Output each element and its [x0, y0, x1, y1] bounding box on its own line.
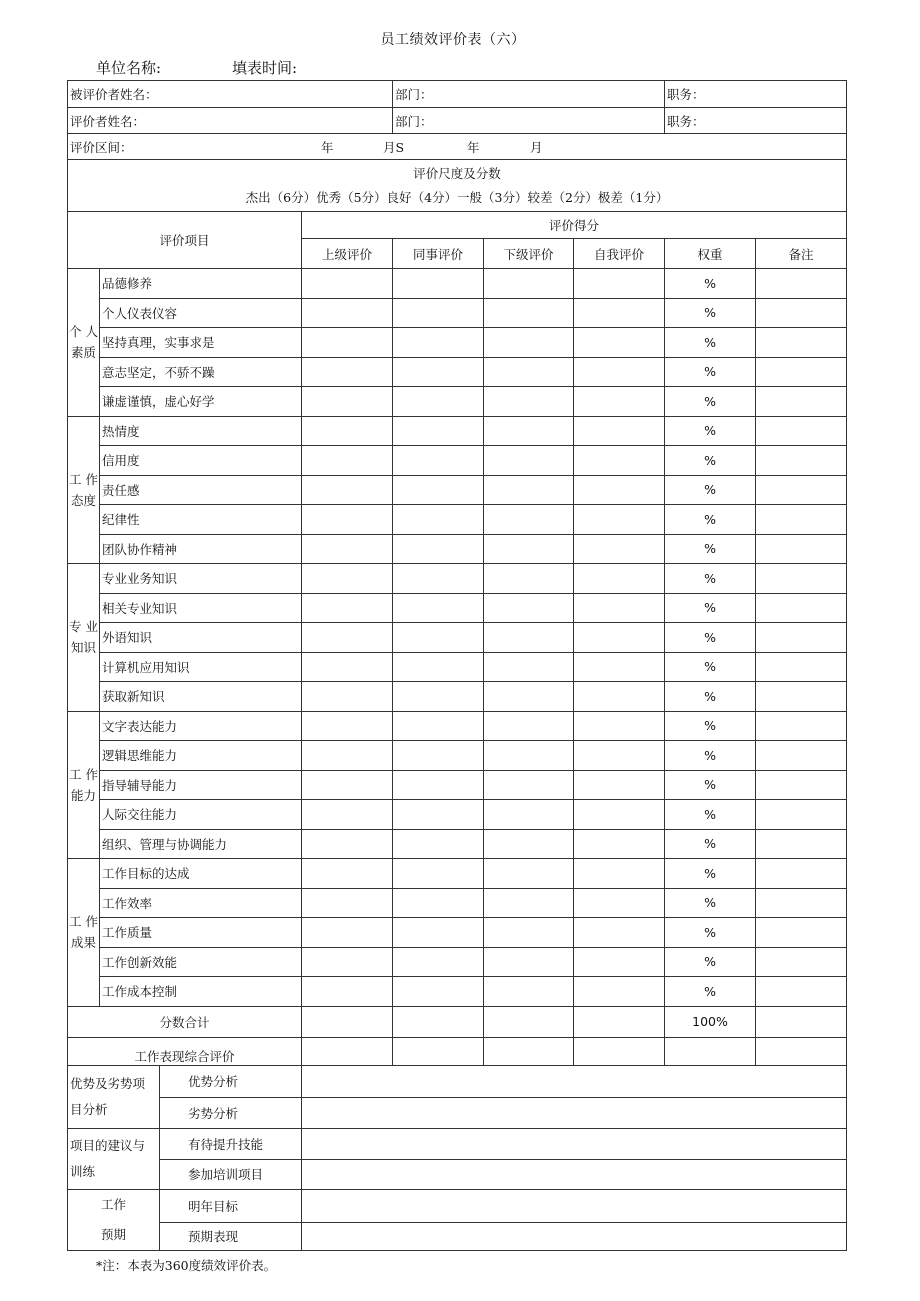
peer-score-cell[interactable] [393, 859, 484, 889]
category-label-line2: 成果 [70, 935, 96, 951]
peer-score-cell[interactable] [393, 475, 484, 505]
header-weight: 权重 [665, 239, 756, 269]
peer-score-cell[interactable] [393, 269, 484, 299]
self-score-cell[interactable] [574, 918, 665, 948]
peer-score-cell[interactable] [393, 918, 484, 948]
superior-score-cell[interactable] [302, 652, 393, 682]
peer-score-cell[interactable] [393, 416, 484, 446]
superior-score-cell[interactable] [302, 505, 393, 535]
overall-superior-cell[interactable] [302, 1037, 393, 1065]
subordinate-score-cell[interactable] [484, 800, 574, 830]
remark-cell[interactable] [756, 741, 847, 771]
remark-cell[interactable] [756, 298, 847, 328]
remark-cell[interactable] [756, 446, 847, 476]
superior-score-cell[interactable] [302, 564, 393, 594]
evaluation-item-label: 计算机应用知识 [100, 652, 302, 682]
evaluation-item-row [68, 475, 847, 505]
self-score-cell[interactable] [574, 652, 665, 682]
weight-cell[interactable]: % [665, 446, 756, 476]
evaluation-item-row [68, 800, 847, 830]
self-score-cell[interactable] [574, 387, 665, 417]
evaluation-item-row [68, 947, 847, 977]
weight-cell[interactable]: % [665, 593, 756, 623]
superior-score-cell[interactable] [302, 387, 393, 417]
remark-cell[interactable] [756, 947, 847, 977]
peer-score-cell[interactable] [393, 623, 484, 653]
evaluation-item-row [68, 534, 847, 564]
subordinate-score-cell[interactable] [484, 416, 574, 446]
remark-cell[interactable] [756, 475, 847, 505]
weight-cell[interactable]: % [665, 357, 756, 387]
category-label [68, 416, 100, 564]
period-month-start: 月S [383, 139, 405, 155]
peer-score-cell[interactable] [393, 534, 484, 564]
training-label-line1: 项目的建议与 [70, 1137, 146, 1153]
strength-weakness-label-line1: 优势及劣势项 [70, 1075, 146, 1091]
weight-cell[interactable]: % [665, 888, 756, 918]
skills-to-improve-field[interactable] [302, 1128, 847, 1159]
peer-score-cell[interactable] [393, 564, 484, 594]
period-row [68, 134, 847, 160]
subordinate-score-cell[interactable] [484, 505, 574, 535]
evaluation-item-label: 团队协作精神 [100, 534, 302, 564]
evaluation-item-label: 品德修养 [100, 269, 302, 299]
evaluation-form [67, 80, 847, 1251]
overall-row [68, 1037, 847, 1065]
superior-score-cell[interactable] [302, 475, 393, 505]
header-score: 评价得分 [302, 212, 847, 239]
weight-cell[interactable]: % [665, 623, 756, 653]
self-score-cell[interactable] [574, 947, 665, 977]
period-year-end: 年 [467, 139, 480, 155]
superior-score-cell[interactable] [302, 357, 393, 387]
training-projects-field[interactable] [302, 1159, 847, 1189]
superior-score-cell[interactable] [302, 711, 393, 741]
self-score-cell[interactable] [574, 534, 665, 564]
total-weight: 100% [665, 1006, 756, 1037]
superior-score-cell[interactable] [302, 918, 393, 948]
subordinate-score-cell[interactable] [484, 918, 574, 948]
evaluation-item-row [68, 888, 847, 918]
evaluator-name-field[interactable]: 评价者姓名： [68, 108, 393, 134]
header-self: 自我评价 [574, 239, 665, 269]
weight-cell[interactable]: % [665, 534, 756, 564]
evaluation-item-row [68, 505, 847, 535]
category-label [68, 269, 100, 417]
weight-cell[interactable]: % [665, 298, 756, 328]
footnote: *注：本表为360度绩效评价表。 [96, 1258, 277, 1273]
expected-performance-row [68, 1223, 847, 1250]
subordinate-score-cell[interactable] [484, 475, 574, 505]
superior-score-cell[interactable] [302, 977, 393, 1007]
evaluation-item-label: 谦虚谨慎，虚心好学 [100, 387, 302, 417]
overall-weight-cell[interactable] [665, 1037, 756, 1065]
evaluation-item-label: 工作质量 [100, 918, 302, 948]
subordinate-score-cell[interactable] [484, 977, 574, 1007]
weight-cell[interactable]: % [665, 918, 756, 948]
subordinate-score-cell[interactable] [484, 770, 574, 800]
training-row [68, 1159, 847, 1189]
strength-weakness-label-line2: 目分析 [70, 1101, 108, 1117]
overall-peer-cell[interactable] [393, 1037, 484, 1065]
evaluation-item-row [68, 918, 847, 948]
rating-scale [68, 160, 847, 212]
evaluation-item-row [68, 829, 847, 859]
total-row [68, 1006, 847, 1037]
self-score-cell[interactable] [574, 328, 665, 358]
rating-scale-levels: 杰出（6分）优秀（5分）良好（4分）一般（3分）较差（2分）极差（1分） [245, 189, 669, 205]
period-label: 评价区间： [70, 139, 133, 155]
overall-remark-cell[interactable] [756, 1037, 847, 1065]
weight-cell[interactable]: % [665, 977, 756, 1007]
total-self-cell[interactable] [574, 1006, 665, 1037]
evaluatee-name-field[interactable]: 被评价者姓名： [68, 81, 393, 108]
subordinate-score-cell[interactable] [484, 357, 574, 387]
evaluation-item-row [68, 446, 847, 476]
evaluator-dept-field[interactable]: 部门： [393, 108, 665, 134]
evaluation-item-label: 工作效率 [100, 888, 302, 918]
weight-cell[interactable]: % [665, 947, 756, 977]
evaluator-row [68, 108, 847, 134]
category-label-line1: 个 人 [69, 324, 98, 340]
subordinate-score-cell[interactable] [484, 269, 574, 299]
self-score-cell[interactable] [574, 475, 665, 505]
category-label [68, 859, 100, 1007]
evaluation-item-row [68, 416, 847, 446]
expected-performance-field[interactable] [302, 1223, 847, 1250]
weakness-analysis-field[interactable] [302, 1097, 847, 1128]
evaluation-item-label: 指导辅导能力 [100, 770, 302, 800]
evaluation-item-row [68, 593, 847, 623]
peer-score-cell[interactable] [393, 652, 484, 682]
evaluation-item-row [68, 770, 847, 800]
evaluation-item-label: 纪律性 [100, 505, 302, 535]
page-title: 员工绩效评价表（六） [380, 32, 526, 48]
remark-cell[interactable] [756, 711, 847, 741]
weight-cell[interactable]: % [665, 770, 756, 800]
weakness-row [68, 1097, 847, 1128]
evaluatee-post-field[interactable]: 职务： [665, 81, 847, 108]
weight-cell[interactable]: % [665, 652, 756, 682]
header-superior: 上级评价 [302, 239, 393, 269]
evaluation-item-label: 相关专业知识 [100, 593, 302, 623]
remark-cell[interactable] [756, 505, 847, 535]
evaluation-item-label: 工作成本控制 [100, 977, 302, 1007]
superior-score-cell[interactable] [302, 623, 393, 653]
category-label-line1: 工 作 [69, 766, 98, 782]
header-remark: 备注 [756, 239, 847, 269]
weight-cell[interactable]: % [665, 800, 756, 830]
total-label: 分数合计 [68, 1006, 302, 1037]
subordinate-score-cell[interactable] [484, 387, 574, 417]
subordinate-score-cell[interactable] [484, 711, 574, 741]
evaluation-item-label: 个人仪表仪容 [100, 298, 302, 328]
remark-cell[interactable] [756, 918, 847, 948]
remark-cell[interactable] [756, 387, 847, 417]
weight-cell[interactable]: % [665, 505, 756, 535]
evaluation-item-label: 组织、管理与协调能力 [100, 829, 302, 859]
expectation-label-line1: 工作 [100, 1196, 126, 1212]
superior-score-cell[interactable] [302, 888, 393, 918]
evaluation-item-label: 专业业务知识 [100, 564, 302, 594]
self-score-cell[interactable] [574, 682, 665, 712]
self-score-cell[interactable] [574, 505, 665, 535]
evaluation-item-row [68, 387, 847, 417]
subordinate-score-cell[interactable] [484, 829, 574, 859]
subordinate-score-cell[interactable] [484, 652, 574, 682]
superior-score-cell[interactable] [302, 416, 393, 446]
total-subordinate-cell[interactable] [484, 1006, 574, 1037]
expected-performance-label: 预期表现 [160, 1223, 302, 1250]
remark-cell[interactable] [756, 564, 847, 594]
remark-cell[interactable] [756, 652, 847, 682]
self-score-cell[interactable] [574, 357, 665, 387]
self-score-cell[interactable] [574, 269, 665, 299]
subordinate-score-cell[interactable] [484, 623, 574, 653]
weakness-analysis-label: 劣势分析 [160, 1097, 302, 1128]
category-label [68, 564, 100, 712]
evaluation-item-label: 工作创新效能 [100, 947, 302, 977]
total-superior-cell[interactable] [302, 1006, 393, 1037]
weight-cell[interactable]: % [665, 416, 756, 446]
category-label-line2: 素质 [70, 345, 96, 361]
superior-score-cell[interactable] [302, 859, 393, 889]
self-score-cell[interactable] [574, 298, 665, 328]
superior-score-cell[interactable] [302, 770, 393, 800]
self-score-cell[interactable] [574, 711, 665, 741]
subordinate-score-cell[interactable] [484, 328, 574, 358]
evaluation-item-row [68, 711, 847, 741]
category-label-line2: 能力 [70, 787, 96, 803]
self-score-cell[interactable] [574, 593, 665, 623]
peer-score-cell[interactable] [393, 711, 484, 741]
evaluation-item-row [68, 859, 847, 889]
peer-score-cell[interactable] [393, 593, 484, 623]
next-year-goal-label: 明年目标 [160, 1189, 302, 1223]
expectation-label-line2: 预期 [100, 1226, 126, 1242]
peer-score-cell[interactable] [393, 328, 484, 358]
subordinate-score-cell[interactable] [484, 947, 574, 977]
header-row-1 [68, 212, 847, 239]
evaluation-item-row [68, 564, 847, 594]
evaluation-item-label: 工作目标的达成 [100, 859, 302, 889]
evaluatee-row [68, 81, 847, 108]
subordinate-score-cell[interactable] [484, 534, 574, 564]
subordinate-score-cell[interactable] [484, 298, 574, 328]
self-score-cell[interactable] [574, 416, 665, 446]
peer-score-cell[interactable] [393, 800, 484, 830]
self-score-cell[interactable] [574, 623, 665, 653]
evaluation-item-label: 文字表达能力 [100, 711, 302, 741]
evaluation-item-row [68, 357, 847, 387]
overall-label: 工作表现综合评价 [68, 1037, 302, 1065]
superior-score-cell[interactable] [302, 947, 393, 977]
evaluation-item-label: 人际交往能力 [100, 800, 302, 830]
peer-score-cell[interactable] [393, 977, 484, 1007]
training-label-line2: 训练 [70, 1163, 96, 1179]
overall-self-cell[interactable] [574, 1037, 665, 1065]
header-peer: 同事评价 [393, 239, 484, 269]
strength-analysis-field[interactable] [302, 1065, 847, 1097]
strength-analysis-label: 优势分析 [160, 1065, 302, 1097]
peer-score-cell[interactable] [393, 298, 484, 328]
remark-cell[interactable] [756, 770, 847, 800]
category-label-line1: 工 作 [69, 914, 98, 930]
header-subordinate: 下级评价 [484, 239, 574, 269]
strength-weakness-label [68, 1065, 160, 1128]
self-score-cell[interactable] [574, 770, 665, 800]
next-year-goal-field[interactable] [302, 1189, 847, 1223]
evaluation-item-row [68, 741, 847, 771]
peer-score-cell[interactable] [393, 829, 484, 859]
evaluation-item-label: 获取新知识 [100, 682, 302, 712]
remark-cell[interactable] [756, 534, 847, 564]
evaluation-item-row [68, 298, 847, 328]
subordinate-score-cell[interactable] [484, 741, 574, 771]
evaluation-period-field[interactable] [68, 134, 847, 160]
superior-score-cell[interactable] [302, 298, 393, 328]
weight-cell[interactable]: % [665, 711, 756, 741]
weight-cell[interactable]: % [665, 829, 756, 859]
superior-score-cell[interactable] [302, 800, 393, 830]
peer-score-cell[interactable] [393, 387, 484, 417]
subordinate-score-cell[interactable] [484, 682, 574, 712]
remark-cell[interactable] [756, 859, 847, 889]
peer-score-cell[interactable] [393, 505, 484, 535]
weight-cell[interactable]: % [665, 269, 756, 299]
evaluation-item-label: 信用度 [100, 446, 302, 476]
remark-cell[interactable] [756, 888, 847, 918]
superior-score-cell[interactable] [302, 741, 393, 771]
superior-score-cell[interactable] [302, 682, 393, 712]
scale-row [68, 160, 847, 212]
skills-to-improve-label: 有待提升技能 [160, 1128, 302, 1159]
evaluation-item-label: 逻辑思维能力 [100, 741, 302, 771]
category-label [68, 711, 100, 859]
peer-score-cell[interactable] [393, 770, 484, 800]
header-item: 评价项目 [68, 212, 302, 269]
remark-cell[interactable] [756, 682, 847, 712]
self-score-cell[interactable] [574, 888, 665, 918]
subordinate-score-cell[interactable] [484, 446, 574, 476]
self-score-cell[interactable] [574, 800, 665, 830]
category-label-line1: 专 业 [69, 619, 98, 635]
self-score-cell[interactable] [574, 446, 665, 476]
weight-cell[interactable]: % [665, 328, 756, 358]
superior-score-cell[interactable] [302, 446, 393, 476]
evaluation-item-row [68, 623, 847, 653]
self-score-cell[interactable] [574, 564, 665, 594]
self-score-cell[interactable] [574, 829, 665, 859]
category-label-line2: 知识 [70, 640, 96, 656]
evaluation-item-row [68, 682, 847, 712]
remark-cell[interactable] [756, 328, 847, 358]
total-peer-cell[interactable] [393, 1006, 484, 1037]
peer-score-cell[interactable] [393, 947, 484, 977]
peer-score-cell[interactable] [393, 446, 484, 476]
weight-cell[interactable]: % [665, 387, 756, 417]
evaluation-item-label: 坚持真理，实事求是 [100, 328, 302, 358]
expectation-label [68, 1189, 160, 1250]
superior-score-cell[interactable] [302, 829, 393, 859]
evaluation-item-row [68, 977, 847, 1007]
remark-cell[interactable] [756, 829, 847, 859]
remark-cell[interactable] [756, 977, 847, 1007]
evaluation-item-row [68, 652, 847, 682]
superior-score-cell[interactable] [302, 593, 393, 623]
evaluator-post-field[interactable]: 职务： [665, 108, 847, 134]
evaluation-item-label: 热情度 [100, 416, 302, 446]
self-score-cell[interactable] [574, 859, 665, 889]
evaluation-item-label: 意志坚定，不骄不躁 [100, 357, 302, 387]
remark-cell[interactable] [756, 269, 847, 299]
fill-time-label: 填表时间: [232, 59, 298, 77]
period-year-start: 年 [321, 139, 334, 155]
rating-scale-title: 评价尺度及分数 [413, 165, 501, 181]
training-projects-label: 参加培训项目 [160, 1159, 302, 1189]
weight-cell[interactable]: % [665, 741, 756, 771]
remark-cell[interactable] [756, 593, 847, 623]
subordinate-score-cell[interactable] [484, 593, 574, 623]
overall-subordinate-cell[interactable] [484, 1037, 574, 1065]
evaluation-item-label: 外语知识 [100, 623, 302, 653]
goal-row [68, 1189, 847, 1223]
weight-cell[interactable]: % [665, 564, 756, 594]
peer-score-cell[interactable] [393, 741, 484, 771]
superior-score-cell[interactable] [302, 328, 393, 358]
subordinate-score-cell[interactable] [484, 564, 574, 594]
self-score-cell[interactable] [574, 741, 665, 771]
peer-score-cell[interactable] [393, 888, 484, 918]
total-remark-cell[interactable] [756, 1006, 847, 1037]
weight-cell[interactable]: % [665, 475, 756, 505]
strength-row [68, 1065, 847, 1097]
evaluation-item-row [68, 328, 847, 358]
self-score-cell[interactable] [574, 977, 665, 1007]
unit-name-label: 单位名称: [96, 59, 162, 77]
superior-score-cell[interactable] [302, 534, 393, 564]
subordinate-score-cell[interactable] [484, 859, 574, 889]
subordinate-score-cell[interactable] [484, 888, 574, 918]
remark-cell[interactable] [756, 416, 847, 446]
remark-cell[interactable] [756, 623, 847, 653]
weight-cell[interactable]: % [665, 682, 756, 712]
category-label-line2: 态度 [70, 492, 96, 508]
remark-cell[interactable] [756, 357, 847, 387]
period-month-end: 月 [530, 139, 543, 155]
evaluation-item-row [68, 269, 847, 299]
remark-cell[interactable] [756, 800, 847, 830]
training-label [68, 1128, 160, 1189]
superior-score-cell[interactable] [302, 269, 393, 299]
weight-cell[interactable]: % [665, 859, 756, 889]
evaluatee-dept-field[interactable]: 部门： [393, 81, 665, 108]
peer-score-cell[interactable] [393, 682, 484, 712]
peer-score-cell[interactable] [393, 357, 484, 387]
evaluation-item-label: 责任感 [100, 475, 302, 505]
category-label-line1: 工 作 [69, 471, 98, 487]
skills-row [68, 1128, 847, 1159]
